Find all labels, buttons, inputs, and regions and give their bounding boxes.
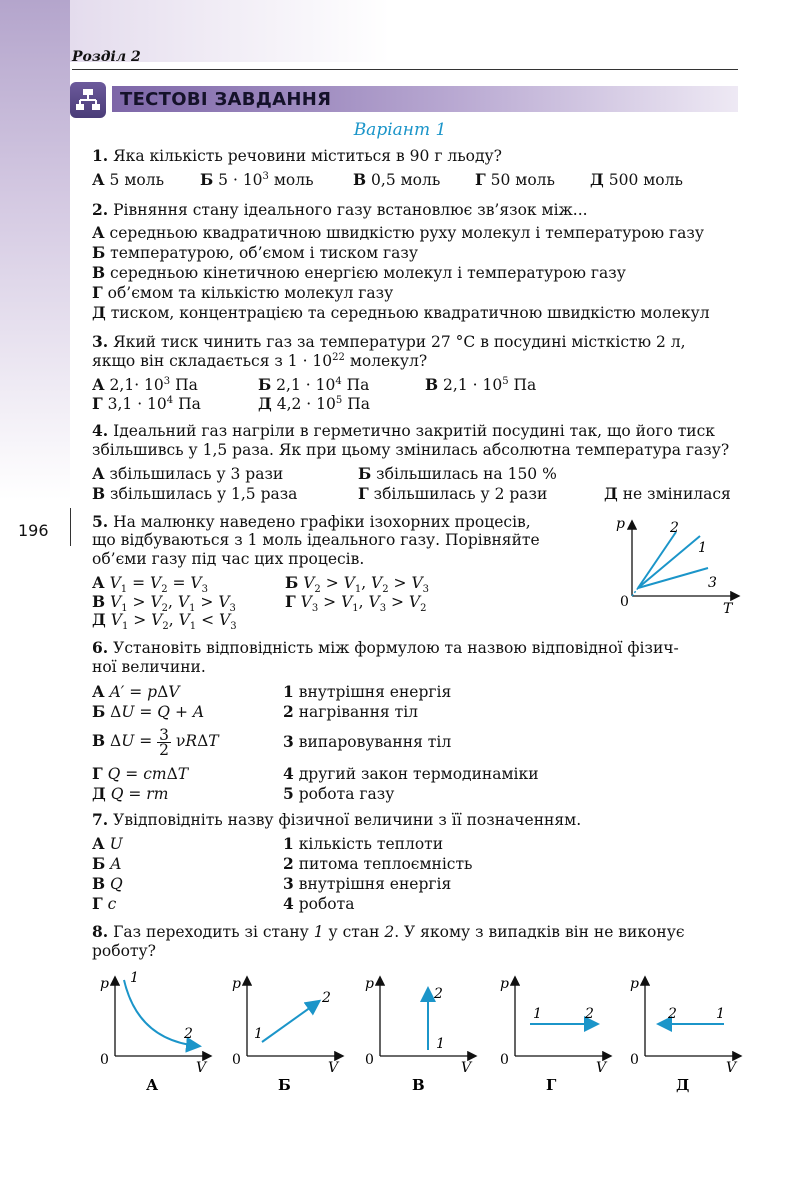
q8-e-v: V [726,1060,737,1076]
q8-graph-d [500,976,610,1094]
q5-text-line2: що відбуваються з 1 моль ідеального газу. Порівняйте [92,531,540,549]
q7-symbol-b: Б A [92,854,122,873]
q5-isochore-graph [608,510,743,618]
q5-p-label: p [616,516,625,532]
q6-name-5: 5 робота газу [283,784,395,803]
q8-c-label: В [412,1076,425,1094]
q8-a-1: 1 [130,970,139,986]
q8-c-p: p [365,976,374,992]
q5-t-label: T [723,601,733,617]
header-rule [72,69,738,70]
q8-a-p: p [100,976,109,992]
q2-option-a: А середньою квадратичною швидкістю руху молекул і температурою газу [92,223,704,242]
q4-text-line2: збільшивсь у 1,5 раза. Як при цьому змінилась абсолютна температура газу? [92,441,730,459]
variant-title: Варіант 1 [353,120,447,140]
q7-name-1: 1 кількість теплоти [283,834,444,853]
q8-b-1: 1 [254,1026,263,1042]
q6-formula-d: Г Q = cmΔT [92,764,189,783]
q8-c-1: 1 [436,1036,445,1052]
q1-option-b: Б $5 \cdot 10^3$ моль [200,170,314,189]
q8-d-2: 2 [585,1006,594,1022]
q8-a-v: V [196,1060,207,1076]
q2-option-b: Б температурою, об’ємом і тиском газу [92,243,418,262]
q8-text-line2: роботу? [92,942,156,960]
q8-a-2: 2 [184,1026,193,1042]
q1-option-e: Д 500 моль [590,170,683,189]
q4-option-c: В збільшилась у 1,5 раза [92,484,298,503]
q5-label-2: 2 [670,520,679,536]
q6-name-2: 2 нагрівання тіл [283,702,419,721]
q8-graph-c [365,976,475,1094]
q3-option-c: В $2,1 \cdot 10^5$ Па [425,375,537,394]
q1-option-d: Г 50 моль [475,170,555,189]
page-number: 196 [18,521,49,540]
q8-b-p: p [232,976,241,992]
q3-option-a: А $2,1\cdot 10^3$ Па [92,375,198,394]
q5-text-line1: 5. На малюнку наведено графіки ізохорних процесів, [92,512,531,531]
q7-name-2: 2 питома теплоємність [283,854,473,873]
q7-symbol-a: А U [92,834,123,853]
q6-formula-c: В ΔU = $\frac{3}{2}$ νRΔT [92,725,219,759]
q3-option-d: Г $3,1 \cdot 10^4$ Па [92,394,201,413]
q4-option-a: А збільшилась у 3 рази [92,464,284,483]
q3-text-line1: 3. Який тиск чинить газ за температури 27 °C в посудині місткістю 2 л, [92,332,686,351]
q8-graph-b [232,976,342,1094]
q4-option-b: Б збільшилась на 150 % [358,464,557,483]
q8-d-p: p [500,976,509,992]
page-number-rule [70,508,71,546]
q8-graph-a [100,970,210,1094]
q8-c-2: 2 [434,986,443,1002]
q1-text: 1. Яка кількість речовини міститься в 90 г льоду? [92,146,502,165]
q8-b-2: 2 [322,990,331,1006]
q4-text-line1: 4. Ідеальний газ нагріли в герметично закритій посудині так, що його тиск [92,421,715,440]
q5-option-e: Д $V_1 > V_2$, $V_1 < V_3$ [92,610,237,633]
q6-name-3: 3 випаровування тіл [283,732,452,751]
q8-e-2: 2 [668,1006,677,1022]
q8-c-origin: 0 [365,1052,374,1068]
q8-b-label: Б [278,1076,291,1094]
q6-name-4: 4 другий закон термодинаміки [283,764,539,783]
q2-option-c: В середньою кінетичною енергією молекул і температурою газу [92,263,626,282]
test-section-icon [70,82,106,118]
chapter-label: Розділ 2 [72,49,141,65]
q5-label-1: 1 [698,540,707,556]
q6-formula-a: А A′ = pΔV [92,682,180,701]
q8-d-1: 1 [533,1006,542,1022]
q8-c-v: V [461,1060,472,1076]
q8-d-origin: 0 [500,1052,509,1068]
q2-text: 2. Рівняння стану ідеального газу встановлює зв’язок між... [92,200,588,219]
q5-label-3: 3 [708,575,717,591]
q1-option-a: А 5 моль [92,170,165,189]
q8-e-1: 1 [716,1006,725,1022]
q4-option-d: Г збільшилась у 2 рази [358,484,548,503]
q8-a-label: А [146,1076,159,1094]
q1-option-c: В 0,5 моль [353,170,441,189]
q3-option-e: Д $4,2 \cdot 10^5$ Па [258,394,370,413]
q6-formula-e: Д Q = rm [92,784,169,803]
q7-symbol-d: Г c [92,894,117,913]
q5-text-line3: об’єми газу під час цих процесів. [92,550,365,568]
q3-option-b: Б $2,1 \cdot 10^4$ Па [258,375,370,394]
q4-option-e: Д не змінилася [604,484,731,503]
q8-e-origin: 0 [630,1052,639,1068]
q8-d-v: V [596,1060,607,1076]
q7-name-3: 3 внутрішня енергія [283,874,452,893]
q7-symbol-c: В Q [92,874,123,893]
q2-option-e: Д тиском, концентрацією та середньою квадратичною швидкістю молекул [92,303,710,322]
q8-a-origin: 0 [100,1052,109,1068]
q5-option-b: Б $V_2 > V_1$, $V_2 > V_3$ [285,573,430,596]
q5-extrapolation [632,588,638,596]
q7-text: 7. Увідповідніть назву фізичної величини з її позначенням. [92,810,582,829]
q8-graph-e [630,976,740,1094]
q8-b-origin: 0 [232,1052,241,1068]
q8-text-line1: 8. Газ переходить зі стану 1 у стан 2. У якому з випадків він не виконує [92,922,685,941]
q5-option-a: А $V_1 = V_2 = V_3$ [92,573,208,596]
q2-option-d: Г об’ємом та кількістю молекул газу [92,283,394,302]
q8-d-label: Г [546,1076,557,1094]
q8-b-line [262,1002,318,1042]
q5-option-d: Г $V_3 > V_1$, $V_3 > V_2$ [285,592,427,615]
left-margin-gradient [0,0,70,500]
q5-option-c: В $V_1 > V_2$, $V_1 > V_3$ [92,592,236,615]
q5-origin-label: 0 [620,594,629,610]
q6-name-1: 1 внутрішня енергія [283,682,452,701]
q6-formula-b: Б ΔU = Q + A [92,702,205,721]
q8-e-label: Д [676,1076,690,1094]
q8-b-v: V [328,1060,339,1076]
q6-text-line1: 6. Установіть відповідність між формулою та назвою відповідної фізич- [92,638,679,657]
q8-e-p: p [630,976,639,992]
q7-name-4: 4 робота [283,894,355,913]
section-title: ТЕСТОВІ ЗАВДАННЯ [120,89,332,110]
q6-text-line2: ної величини. [92,658,206,676]
q3-text-line2: якщо він складається з $1 \cdot 10^{22}$ молекул? [92,351,428,370]
q8-graphs [0,960,800,1100]
